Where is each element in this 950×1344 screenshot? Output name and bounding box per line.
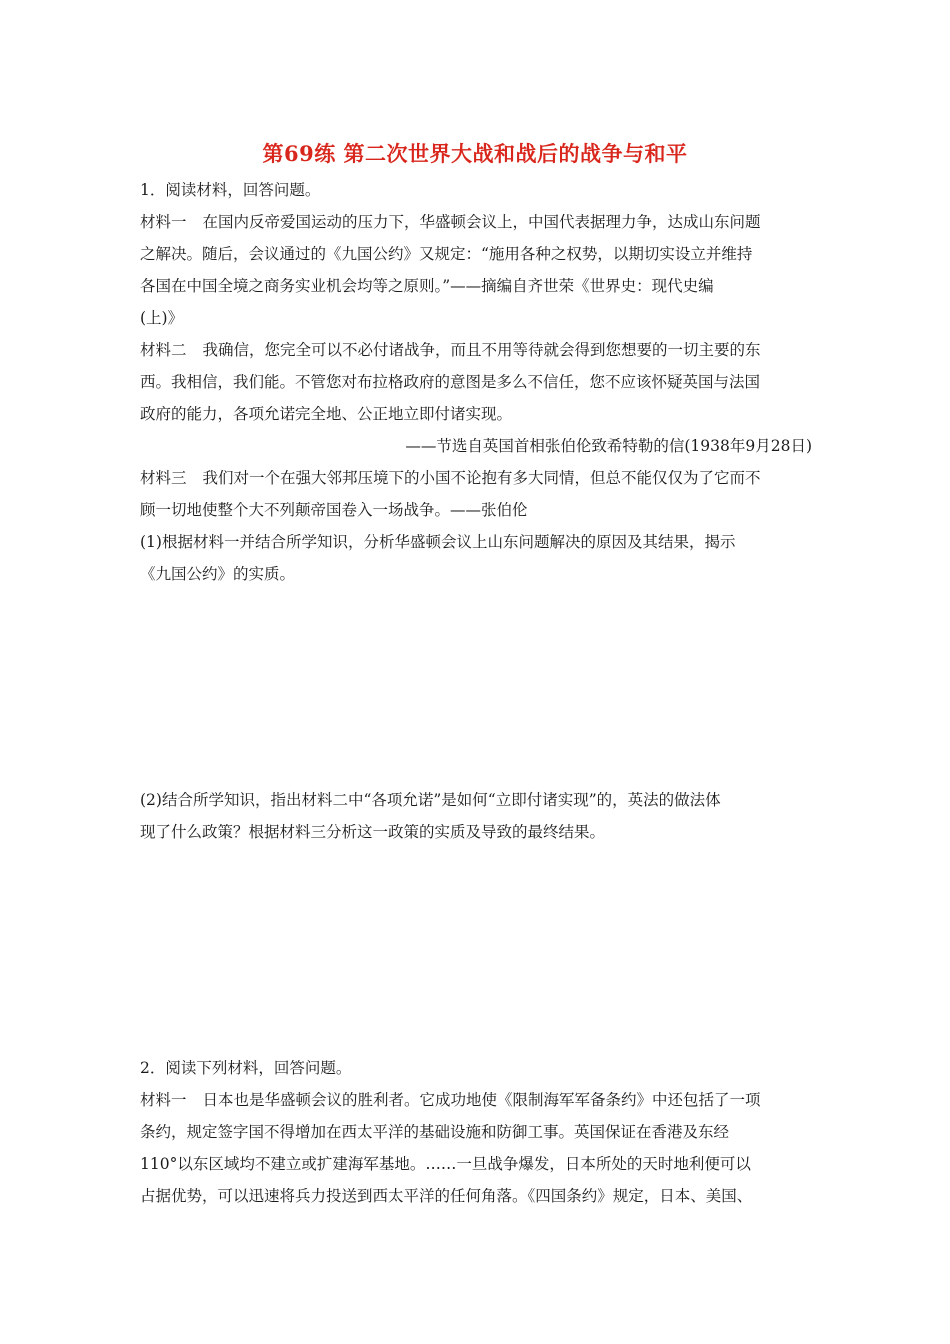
- question-1-part-2: [140, 784, 812, 848]
- question-1-heading: 1．阅读材料，回答问题。: [140, 181, 321, 199]
- q2-material-1-line: 占据优势，可以迅速将兵力投送到西太平洋的任何角落。《四国条约》规定，日本、美国、: [140, 1187, 753, 1205]
- q1-material-3-line: 顾一切地使整个大不列颠帝国卷入一场战争。——张伯伦: [140, 501, 528, 519]
- q1-material-2-line: 政府的能力，各项允诺完全地、公正地立即付诸实现。: [140, 405, 513, 423]
- q1-material-1-line: 之解决。随后，会议通过的《九国公约》又规定：“施用各种之权势，以期切实设立并维持: [140, 245, 753, 263]
- q1-sub-question-1: 《九国公约》的实质。: [140, 565, 296, 583]
- q2-material-1-line: 条约，规定签字国不得增加在西太平洋的基础设施和防御工事。英国保证在香港及东经: [140, 1123, 730, 1141]
- material-label: 材料一: [140, 1091, 187, 1109]
- q2-material-1-line: 材料一 日本也是华盛顿会议的胜利者。它成功地使《限制海军军备条约》中还包括了一项: [140, 1091, 761, 1109]
- question-1: [140, 174, 812, 590]
- q2-material-1-line: 110°以东区域均不建立或扩建海军基地。……一旦战争爆发，日本所处的天时地利便可以: [140, 1155, 751, 1173]
- q1-material-2-line: 西。我相信，我们能。不管您对布拉格政府的意图是多么不信任，您不应该怀疑英国与法国: [140, 373, 761, 391]
- material-label: 材料三: [140, 469, 187, 487]
- q1-material-2-line: 材料二 我确信，您完全可以不必付诸战争，而且不用等待就会得到您想要的一切主要的东: [140, 341, 761, 359]
- page-title: 第69练 第二次世界大战和战后的战争与和平: [262, 141, 688, 166]
- q1-sub-question-2: 现了什么政策？根据材料三分析这一政策的实质及导致的最终结果。: [140, 823, 606, 841]
- question-2: [140, 1052, 812, 1212]
- q1-material-1-line: (上)》: [140, 309, 184, 327]
- question-2-heading: 2．阅读下列材料，回答问题。: [140, 1059, 352, 1077]
- q1-sub-question-1: (1)根据材料一并结合所学知识，分析华盛顿会议上山东问题解决的原因及其结果，揭示: [140, 533, 736, 551]
- q1-material-2-source: ——节选自英国首相张伯伦致希特勒的信(1938年9月28日): [405, 437, 812, 455]
- q1-material-1-line: 各国在中国全境之商务实业机会均等之原则。”——摘编自齐世荣《世界史：现代史编: [140, 277, 714, 295]
- q1-sub-question-2: (2)结合所学知识，指出材料二中“各项允诺”是如何“立即付诸实现”的，英法的做法体: [140, 791, 721, 809]
- q1-material-3-line: 材料三 我们对一个在强大邻邦压境下的小国不论抱有多大同情，但总不能仅仅为了它而不: [140, 469, 761, 487]
- material-label: 材料二: [140, 341, 187, 359]
- material-label: 材料一: [140, 213, 187, 231]
- q1-material-1-line: 材料一 在国内反帝爱国运动的压力下，华盛顿会议上，中国代表据理力争，达成山东问题: [140, 213, 761, 231]
